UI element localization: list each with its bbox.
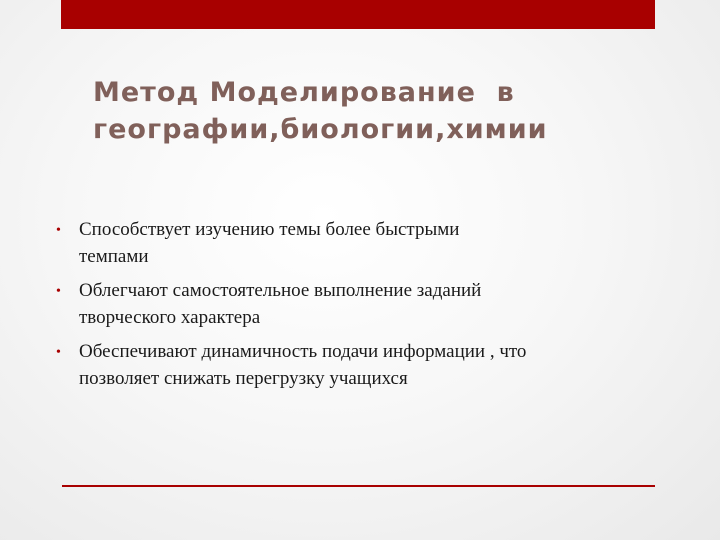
bullet-icon: •: [56, 284, 61, 299]
bullet-line-1: Обеспечивают динамичность подачи информации , что: [79, 341, 527, 362]
slide-title: [93, 74, 693, 148]
bullet-icon: •: [56, 223, 61, 238]
bullet-line-1: Облегчают самостоятельное выполнение заданий: [79, 280, 482, 301]
bullet-item: [56, 277, 656, 331]
top-accent-bar: [61, 0, 655, 29]
bullet-line-2: темпами: [79, 246, 149, 267]
bullet-line-2: творческого характера: [79, 307, 261, 328]
bullet-list: [56, 216, 656, 399]
bullet-item: [56, 216, 656, 270]
title-line-2: географии,биологии,химии: [93, 114, 548, 145]
title-line-1: Метод Моделирование в: [93, 77, 515, 108]
bullet-item: [56, 338, 656, 392]
bullet-line-1: Способствует изучению темы более быстрыми: [79, 219, 460, 240]
bottom-divider: [62, 485, 655, 487]
bullet-icon: •: [56, 345, 61, 360]
bullet-line-2: позволяет снижать перегрузку учащихся: [79, 368, 408, 389]
